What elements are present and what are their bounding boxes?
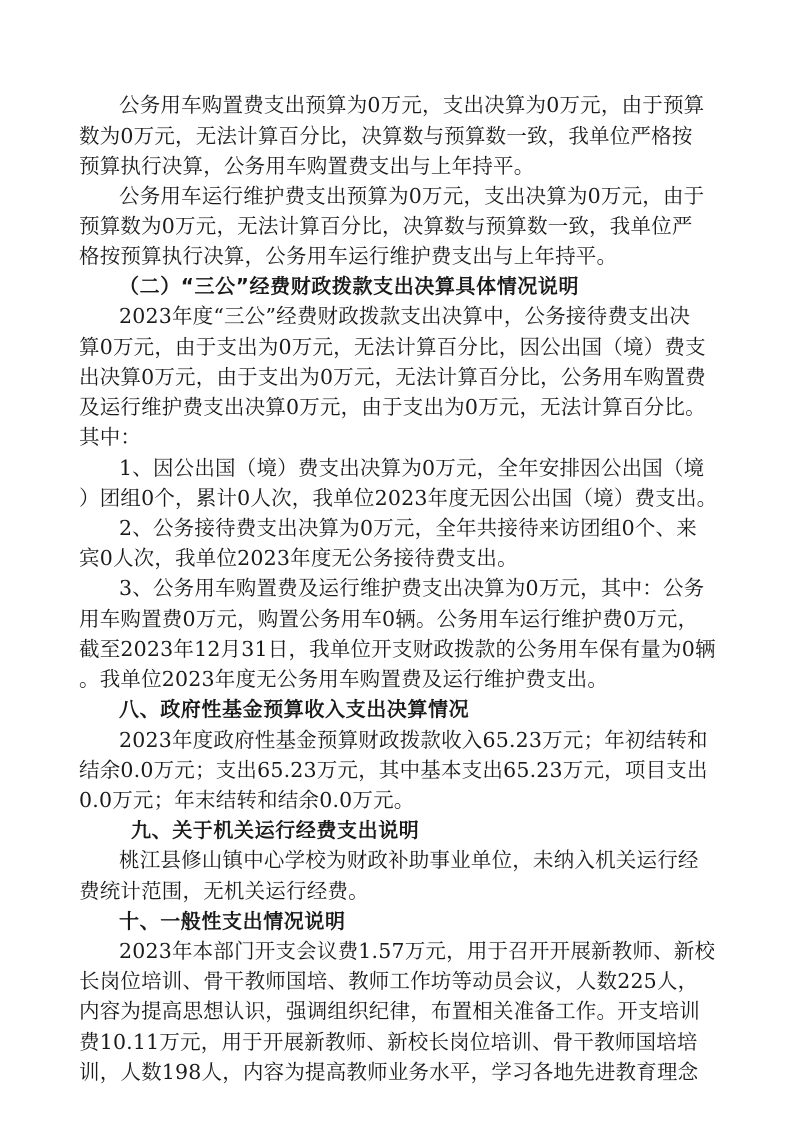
body-text-line: 桃江县修山镇中心学校为财政补助事业单位，未纳入机关运行经 xyxy=(119,848,699,872)
section-heading: （二）“三公”经费财政拨款支出决算具体情况说明 xyxy=(119,274,580,298)
body-text-line: 内容为提高思想认识，强调组织纪律，布置相关准备工作。开支培训 xyxy=(79,999,700,1023)
body-text-line: 格按预算执行决算，公务用车运行维护费支出与上年持平。 xyxy=(79,244,618,268)
body-text-line: 费统计范围，无机关运行经费。 xyxy=(79,879,369,903)
section-heading: 十、一般性支出情况说明 xyxy=(119,909,346,933)
body-text-line: 公务用车运行维护费支出预算为0万元，支出决算为0万元，由于 xyxy=(119,184,705,208)
section-heading: 九、关于机关运行经费支出说明 xyxy=(131,818,420,842)
section-heading: 八、政府性基金预算收入支出决算情况 xyxy=(119,697,470,721)
body-text-line: 出决算0万元，由于支出为0万元，无法计算百分比，公务用车购置费 xyxy=(79,365,706,389)
body-text-line: 及运行维护费支出决算0万元，由于支出为0万元，无法计算百分比。 xyxy=(79,395,706,419)
body-text-line: 预算执行决算，公务用车购置费支出与上年持平。 xyxy=(79,154,535,178)
body-text-line: 截至2023年12月31日，我单位开支财政拨款的公务用车保有量为0辆 xyxy=(79,637,716,661)
body-text-line: 训，人数198人，内容为提高教师业务水平，学习各地先进教育理念 xyxy=(79,1060,699,1084)
body-text-line: ）团组0个，累计0人次，我单位2023年度无因公出国（境）费支出。 xyxy=(79,486,718,510)
body-text-line: 2023年度政府性基金预算财政拨款收入65.23万元；年初结转和 xyxy=(119,728,708,752)
body-text-line: 数为0万元，无法计算百分比，决算数与预算数一致，我单位严格按 xyxy=(79,124,693,148)
body-text-line: 预算数为0万元，无法计算百分比，决算数与预算数一致，我单位严 xyxy=(79,214,693,238)
body-text-line: 其中： xyxy=(79,425,142,449)
body-text-line: 长岗位培训、骨干教师国培、教师工作坊等动员会议，人数225人， xyxy=(79,969,699,993)
body-text-line: 2、公务接待费支出决算为0万元，全年共接待来访团组0个、来 xyxy=(119,516,697,540)
body-text-line: 0.0万元；年末结转和结余0.0万元。 xyxy=(79,788,415,812)
body-text-line: 用车购置费0万元，购置公务用车0辆。公务用车运行维护费0万元， xyxy=(79,607,699,631)
body-text-line: 1、因公出国（境）费支出决算为0万元，全年安排因公出国（境 xyxy=(119,456,705,480)
body-text-line: 算0万元，由于支出为0万元，无法计算百分比，因公出国（境）费支 xyxy=(79,335,706,359)
body-text-line: 2023年本部门开支会议费1.57万元，用于召开开展新教师、新校 xyxy=(119,939,716,963)
body-text-line: 宾0人次，我单位2023年度无公务接待费支出。 xyxy=(79,546,518,570)
body-text-line: 结余0.0万元；支出65.23万元，其中基本支出65.23万元，项目支出 xyxy=(79,758,708,782)
body-text-line: 公务用车购置费支出预算为0万元，支出决算为0万元，由于预算 xyxy=(119,93,705,117)
body-text-line: 费10.11万元，用于开展新教师、新校长岗位培训、骨干教师国培培 xyxy=(79,1030,698,1054)
body-text-line: 。我单位2023年度无公务用车购置费及运行维护费支出。 xyxy=(79,667,609,691)
body-text-line: 3、公务用车购置费及运行维护费支出决算为0万元，其中：公务 xyxy=(119,576,705,600)
body-text-line: 2023年度“三公”经费财政拨款支出决算中，公务接待费支出决 xyxy=(119,304,691,328)
